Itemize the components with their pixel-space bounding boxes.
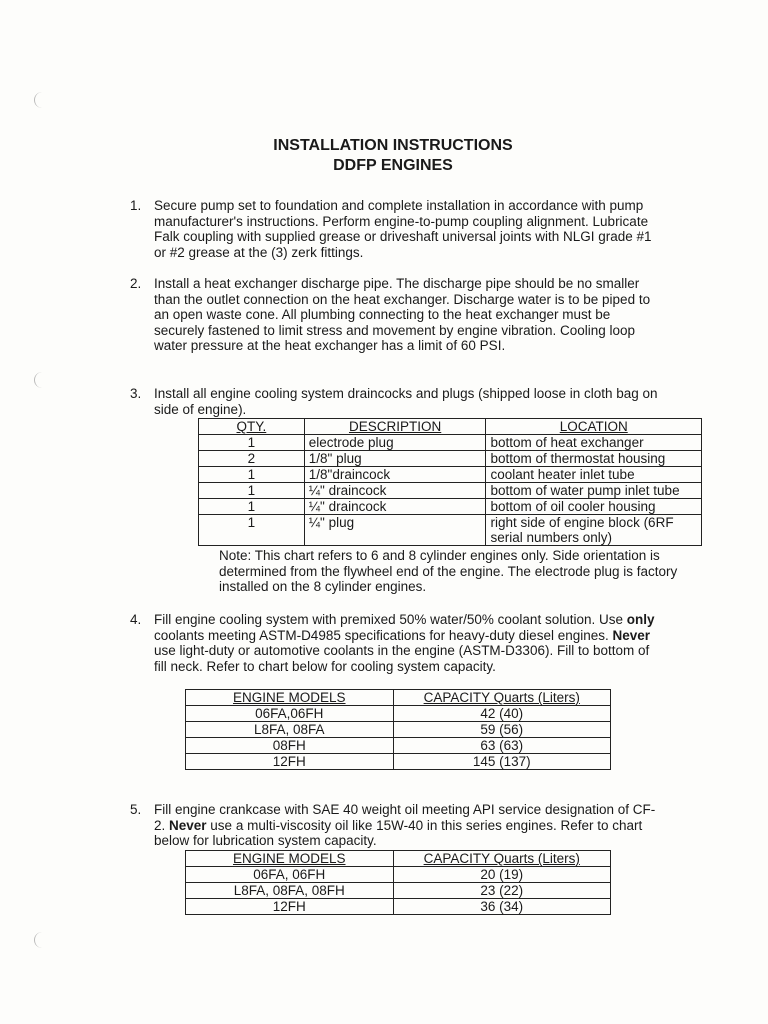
instruction-item-3 <box>130 386 660 417</box>
column-header: CAPACITY Quarts (Liters) <box>393 851 611 867</box>
cooling-capacity-table <box>185 689 611 770</box>
item-number: 5. <box>130 802 142 817</box>
qty-cell: 2 <box>199 451 305 467</box>
item-number: 2. <box>130 276 142 291</box>
engine-model-cell: L8FA, 08FA, 08FH <box>186 883 394 899</box>
description-cell: ¼" plug <box>304 515 486 546</box>
engine-model-cell: 08FH <box>186 738 394 754</box>
qty-cell: 1 <box>199 515 305 546</box>
instruction-item-1 <box>130 198 660 260</box>
description-cell: 1/8" plug <box>304 451 486 467</box>
qty-cell: 1 <box>199 435 305 451</box>
location-cell: bottom of heat exchanger <box>486 435 702 451</box>
item-number: 4. <box>130 612 142 627</box>
table-row <box>199 435 702 451</box>
description-cell: electrode plug <box>304 435 486 451</box>
scan-mark <box>34 932 43 948</box>
table-header-row <box>186 690 611 706</box>
engine-model-cell: 12FH <box>186 899 394 915</box>
column-header: QTY. <box>199 419 305 435</box>
item-number: 3. <box>130 386 142 401</box>
item-text: Secure pump set to foundation and complete installation in accordance with pump manufacturer's instructions. Perform engine-to-pump coupling alignment. Lubricate Falk coupling with supplied grease or driveshaft universal joints with NLGI grade #1 or #2 grease at the (3) zerk fittings. <box>154 198 652 260</box>
location-cell: bottom of water pump inlet tube <box>486 483 702 499</box>
draincock-plug-table <box>198 418 702 546</box>
table-row <box>199 499 702 515</box>
item-text: Install a heat exchanger discharge pipe. The discharge pipe should be no smaller than the outlet connection on the heat exchanger. Discharge water is to be piped to an open waste cone. All plumbing connecting to the heat exchanger must be securely fastened to limit stress and movement by engine vibration. Cooling loop water pressure at the heat exchanger has a limit of 60 PSI. <box>154 276 651 353</box>
item-number: 1. <box>130 198 142 213</box>
capacity-cell: 59 (56) <box>393 722 610 738</box>
description-cell: ¼" draincock <box>304 499 486 515</box>
location-cell: right side of engine block (6RF serial numbers only) <box>486 515 702 546</box>
table-row <box>186 754 611 770</box>
engine-model-cell: L8FA, 08FA <box>186 722 394 738</box>
capacity-cell: 36 (34) <box>393 899 611 915</box>
description-cell: 1/8"draincock <box>304 467 486 483</box>
item-text: Install all engine cooling system draincocks and plugs (shipped loose in cloth bag on side of engine). <box>154 386 658 417</box>
document-title: INSTALLATION INSTRUCTIONS <box>273 137 513 154</box>
table-row <box>199 467 702 483</box>
document-subtitle: DDFP ENGINES <box>333 157 453 174</box>
table-header-row <box>186 851 611 867</box>
capacity-cell: 145 (137) <box>393 754 610 770</box>
table-row <box>186 706 611 722</box>
item-text: Fill engine cooling system with premixed 50% water/50% coolant solution. Use only coolants meeting ASTM-D4985 specifications for heavy-duty diesel engines. Never use light-duty or automotive coolants in the engine (ASTM-D3306). Fill to bottom of fill neck. Refer to chart below for cooling system capacity. <box>154 612 655 674</box>
table-row <box>186 883 611 899</box>
column-header: ENGINE MODELS <box>186 690 394 706</box>
scan-mark <box>34 372 43 388</box>
qty-cell: 1 <box>199 467 305 483</box>
capacity-cell: 63 (63) <box>393 738 610 754</box>
table-row <box>186 738 611 754</box>
instruction-item-4 <box>130 612 660 674</box>
capacity-cell: 20 (19) <box>393 867 611 883</box>
engine-model-cell: 06FA, 06FH <box>186 867 394 883</box>
column-header: ENGINE MODELS <box>186 851 394 867</box>
table-note: Note: This chart refers to 6 and 8 cylinder engines only. Side orientation is determined from the flywheel end of the engine. The electrode plug is factory installed on the 8 cylinder engines. <box>219 548 678 594</box>
table-row <box>186 867 611 883</box>
item-text: Fill engine crankcase with SAE 40 weight oil meeting API service designation of CF-2. Never use a multi-viscosity oil like 15W-40 in this series engines. Refer to chart below for lubrication system capacity. <box>154 802 656 848</box>
instruction-item-5 <box>130 802 660 849</box>
scan-mark <box>34 92 43 108</box>
qty-cell: 1 <box>199 483 305 499</box>
capacity-cell: 42 (40) <box>393 706 610 722</box>
engine-model-cell: 12FH <box>186 754 394 770</box>
capacity-cell: 23 (22) <box>393 883 611 899</box>
oil-capacity-table <box>185 850 611 915</box>
table-header-row <box>199 419 702 435</box>
column-header: DESCRIPTION <box>304 419 486 435</box>
engine-model-cell: 06FA,06FH <box>186 706 394 722</box>
table-row <box>186 722 611 738</box>
location-cell: bottom of oil cooler housing <box>486 499 702 515</box>
description-cell: ¼" draincock <box>304 483 486 499</box>
location-cell: bottom of thermostat housing <box>486 451 702 467</box>
column-header: LOCATION <box>486 419 702 435</box>
qty-cell: 1 <box>199 499 305 515</box>
table-row <box>186 899 611 915</box>
column-header: CAPACITY Quarts (Liters) <box>393 690 610 706</box>
table-row <box>199 483 702 499</box>
instruction-item-2 <box>130 276 660 354</box>
location-cell: coolant heater inlet tube <box>486 467 702 483</box>
table-row <box>199 451 702 467</box>
table-row <box>199 515 702 546</box>
